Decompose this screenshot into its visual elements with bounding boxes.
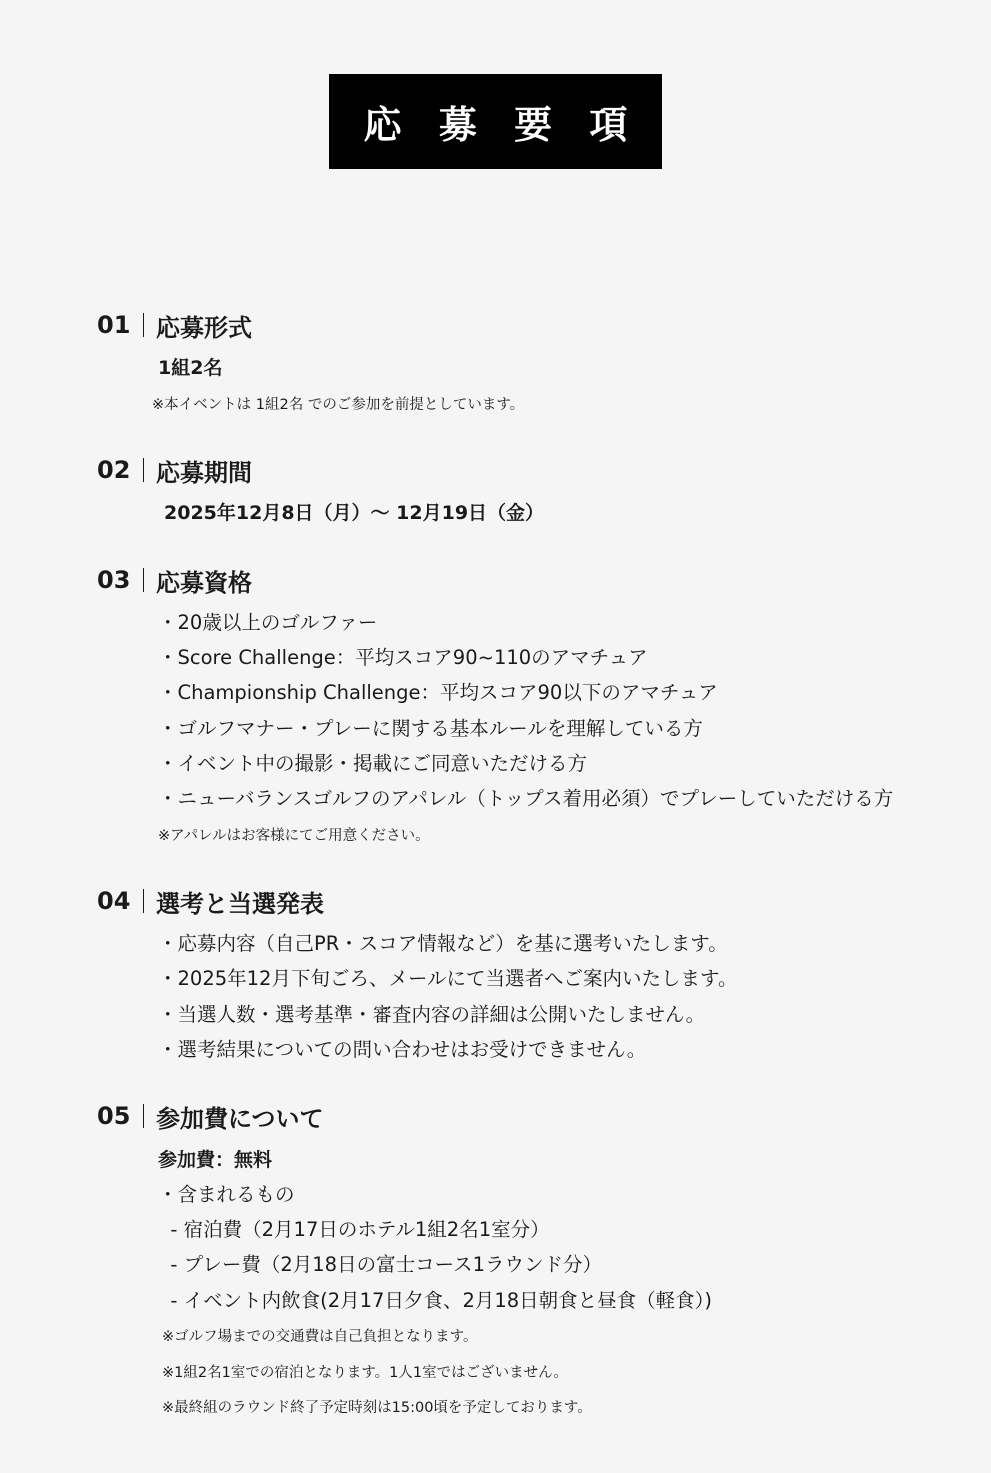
- section-title: 参加費について: [156, 1104, 324, 1133]
- list-item: ・当選人数・選考基準・審査内容の詳細は公開いたしません。: [158, 1003, 706, 1026]
- section-number: 01: [97, 311, 131, 339]
- section-heading-01: [97, 309, 252, 341]
- list-item: ・選考結果についての問い合わせはお受けできません。: [158, 1038, 647, 1061]
- list-item: ・ニューバランスゴルフのアパレル（トップス着用必須）でプレーしていただける方: [158, 787, 894, 810]
- note: ※本イベントは 1組2名 でのご参加を前提としています。: [152, 397, 525, 413]
- section-title: 応募資格: [156, 568, 252, 597]
- section-heading-05: [97, 1100, 324, 1132]
- entry-fee: 参加費：無料: [158, 1149, 273, 1171]
- list-item: - イベント内飲食(2月17日夕食、2月18日朝食と昼食（軽食）): [158, 1289, 713, 1312]
- note: ※アパレルはお客様にてご用意ください。: [158, 828, 430, 844]
- list-item: - プレー費（2月18日の富士コース1ラウンド分）: [158, 1253, 603, 1276]
- list-item: ・2025年12月下旬ごろ、メールにて当選者へご案内いたします。: [158, 967, 738, 990]
- list-item: ・イベント中の撮影・掲載にご同意いただける方: [158, 752, 588, 775]
- section-heading-04: [97, 885, 324, 917]
- page-title: 応 募 要 項: [329, 74, 662, 169]
- section-heading-03: [97, 564, 252, 596]
- divider: [143, 568, 144, 592]
- note: ※最終組のラウンド終了予定時刻は15:00頃を予定しております。: [162, 1400, 592, 1416]
- note: ※1組2名1室での宿泊となります。1人1室ではございません。: [162, 1365, 568, 1381]
- list-item: ・Score Challenge：平均スコア90~110のアマチュア: [158, 646, 648, 669]
- section-number: 02: [97, 456, 131, 484]
- section-number: 05: [97, 1102, 131, 1130]
- section-heading-02: [97, 454, 252, 486]
- section-title: 応募期間: [156, 458, 252, 487]
- divider: [143, 313, 144, 337]
- section-number: 04: [97, 887, 131, 915]
- divider: [143, 889, 144, 913]
- section-title: 選考と当選発表: [156, 889, 324, 918]
- list-item: ・20歳以上のゴルファー: [158, 611, 378, 634]
- divider: [143, 458, 144, 482]
- list-item: - 宿泊費（2月17日のホテル1組2名1室分）: [158, 1218, 550, 1241]
- list-item: ・含まれるもの: [158, 1183, 295, 1206]
- entry-format: 1組2名: [158, 357, 223, 379]
- note: ※ゴルフ場までの交通費は自己負担となります。: [162, 1329, 478, 1345]
- section-title: 応募形式: [156, 313, 252, 342]
- list-item: ・応募内容（自己PR・スコア情報など）を基に選考いたします。: [158, 932, 728, 955]
- divider: [143, 1104, 144, 1128]
- list-item: ・ゴルフマナー・プレーに関する基本ルールを理解している方: [158, 717, 703, 740]
- entry-period: 2025年12月8日（月）〜 12月19日（金）: [164, 502, 545, 524]
- section-number: 03: [97, 566, 131, 594]
- list-item: ・Championship Challenge：平均スコア90以下のアマチュア: [158, 681, 718, 704]
